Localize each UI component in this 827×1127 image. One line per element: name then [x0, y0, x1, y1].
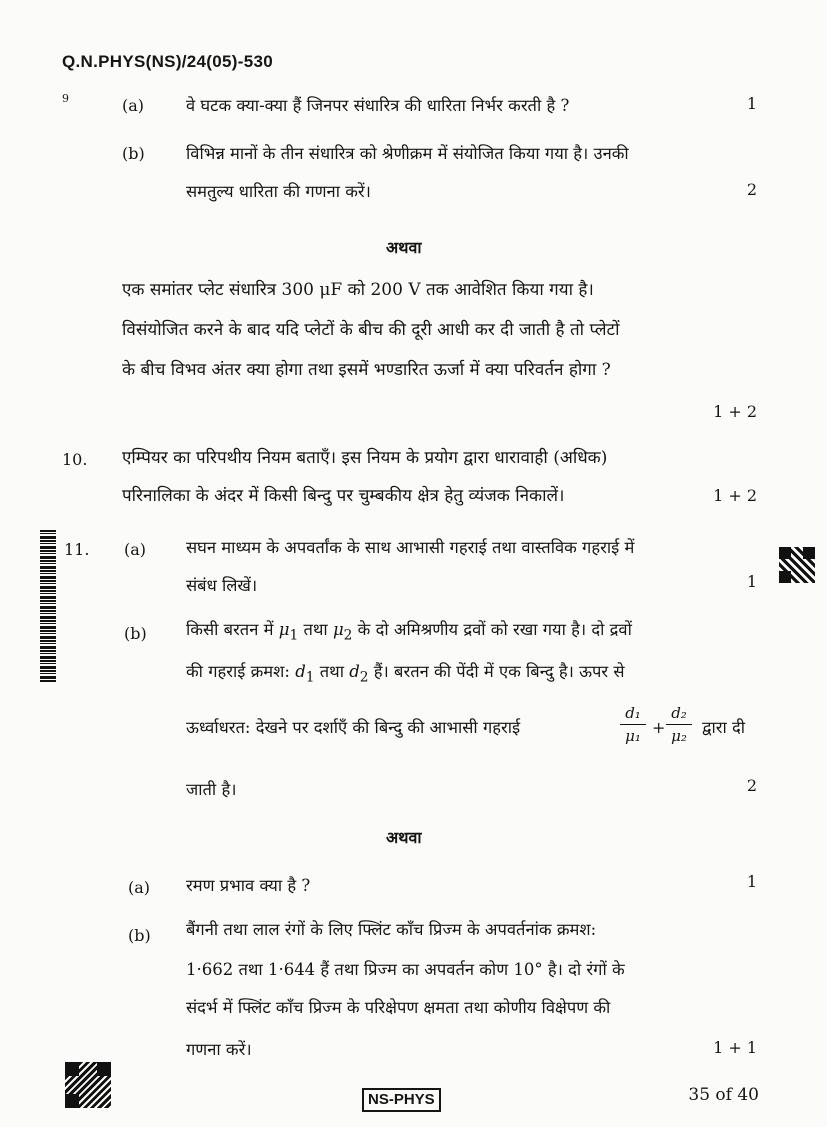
- mu1-symbol: μ: [278, 620, 290, 639]
- q9-or-line1: एक समांतर प्लेट संधारित्र 300 μF को 200 V तक आवेशित किया गया है।: [122, 280, 594, 300]
- q11-b-line2: [186, 662, 625, 687]
- q10-line1: एम्पियर का परिपथीय नियम बताएँ। इस नियम के प्रयोग द्वारा धारावाही (अधिक): [122, 448, 608, 468]
- fraction-d2-numerator: d₂: [671, 704, 687, 722]
- footer-paper-code: NS-PHYS: [362, 1088, 441, 1112]
- page-number: 35 of 40: [688, 1085, 759, 1105]
- q9-or-heading: अथवा: [386, 238, 422, 257]
- q11-b-l1-p3: के दो अमिश्रणीय द्रवों को रखा गया है। दो द्रवों: [357, 620, 632, 639]
- mu1-subscript: 1: [289, 627, 299, 644]
- q11-b-line3-text: ऊर्ध्वाधरत: देखने पर दर्शाएँ की बिन्दु की आभासी गहराई: [186, 718, 521, 737]
- q11-b-l2-p2: तथा: [319, 662, 344, 681]
- fraction-bar: [666, 724, 692, 725]
- fraction-mu1-denominator: μ₁: [625, 727, 641, 745]
- q11-a-label: (a): [124, 540, 147, 559]
- q11-b-l1-p1: किसी बरतन में: [186, 620, 274, 639]
- q11-b-marks: 2: [746, 776, 757, 795]
- q11-b-line3-end: द्वारा दी: [702, 718, 746, 737]
- d1-subscript: 1: [305, 669, 315, 686]
- q11-or-b-marks: 1 + 1: [713, 1038, 757, 1057]
- q9-a-text: वे घटक क्या-क्या हैं जिनपर संधारित्र की धारिता निर्भर करती है ?: [186, 96, 570, 115]
- q11-or-a-label: (a): [128, 878, 151, 897]
- q11-or-heading: अथवा: [386, 828, 422, 847]
- q11-a-line1: सघन माध्यम के अपवर्तांक के साथ आभासी गहराई तथा वास्तविक गहराई में: [186, 538, 635, 557]
- q9-a-marks: 1: [746, 94, 757, 113]
- q11-b-line4: जाती है।: [186, 780, 237, 799]
- q9-b-line2: समतुल्य धारिता की गणना करें।: [186, 182, 371, 201]
- fraction-d2-mu2: [666, 704, 692, 745]
- q10-marks: 1 + 2: [713, 486, 757, 505]
- q11-or-b-line2: 1·662 तथा 1·644 हैं तथा प्रिज्म का अपवर्तन कोण 10° है। दो रंगों के: [186, 960, 625, 979]
- q9-b-marks: 2: [746, 180, 757, 199]
- footer-qr-code: [65, 1062, 111, 1108]
- fraction-mu2-denominator: μ₂: [671, 727, 687, 745]
- q11-b-l2-p3: हैं। बरतन की पेंदी में एक बिन्दु है। ऊपर से: [373, 662, 625, 681]
- q10-line2: परिनालिका के अंदर में किसी बिन्दु पर चुम्बकीय क्षेत्र हेतु व्यंजक निकालें।: [122, 486, 565, 506]
- q9-b-label: (b): [122, 144, 145, 163]
- mu2-subscript: 2: [343, 627, 353, 644]
- q9-b-line1: विभिन्न मानों के तीन संधारित्र को श्रेणीक्रम में संयोजित किया गया है। उनकी: [186, 144, 629, 163]
- plus-sign: +: [652, 718, 666, 737]
- question-10-number: 10.: [62, 450, 88, 469]
- q11-or-b-line3: संदर्भ में फ्लिंट काँच प्रिज्म के परिक्षेपण क्षमता तथा कोणीय विक्षेपण की: [186, 998, 611, 1017]
- qr-code: [779, 547, 815, 583]
- d1-symbol: d: [295, 662, 306, 681]
- q9-or-line2: विसंयोजित करने के बाद यदि प्लेटों के बीच की दूरी आधी कर दी जाती है तो प्लेटों: [122, 320, 620, 340]
- side-barcode: [40, 530, 56, 682]
- fraction-d1-numerator: d₁: [625, 704, 641, 722]
- d2-symbol: d: [349, 662, 360, 681]
- q11-b-label: (b): [124, 624, 147, 643]
- q11-or-b-line1: बैंगनी तथा लाल रंगों के लिए फ्लिंट काँच प्रिज्म के अपवर्तनांक क्रमश:: [186, 920, 597, 939]
- question-11-number: 11.: [64, 540, 90, 559]
- q11-b-l1-p2: तथा: [303, 620, 328, 639]
- q11-b-line1: [186, 620, 632, 645]
- question-9-number: 9: [62, 92, 69, 105]
- fraction-bar: [620, 724, 646, 725]
- q11-a-line2: संबंध लिखें।: [186, 576, 258, 595]
- q11-a-marks: 1: [746, 572, 757, 591]
- q9-a-label: (a): [122, 96, 145, 115]
- fraction-d1-mu1: [620, 704, 646, 745]
- mu2-symbol: μ: [332, 620, 344, 639]
- q11-or-a-text: रमण प्रभाव क्या है ?: [186, 876, 311, 895]
- q11-or-a-marks: 1: [746, 872, 757, 891]
- q9-or-marks: 1 + 2: [713, 402, 757, 421]
- paper-code: Q.N.PHYS(NS)/24(05)-530: [62, 52, 273, 71]
- q11-or-b-label: (b): [128, 926, 151, 945]
- d2-subscript: 2: [359, 669, 369, 686]
- q11-b-l2-p1: की गहराई क्रमश:: [186, 662, 290, 681]
- q9-or-line3: के बीच विभव अंतर क्या होगा तथा इसमें भण्डारित ऊर्जा में क्या परिवर्तन होगा ?: [122, 360, 611, 380]
- q11-or-b-line4: गणना करें।: [186, 1040, 252, 1059]
